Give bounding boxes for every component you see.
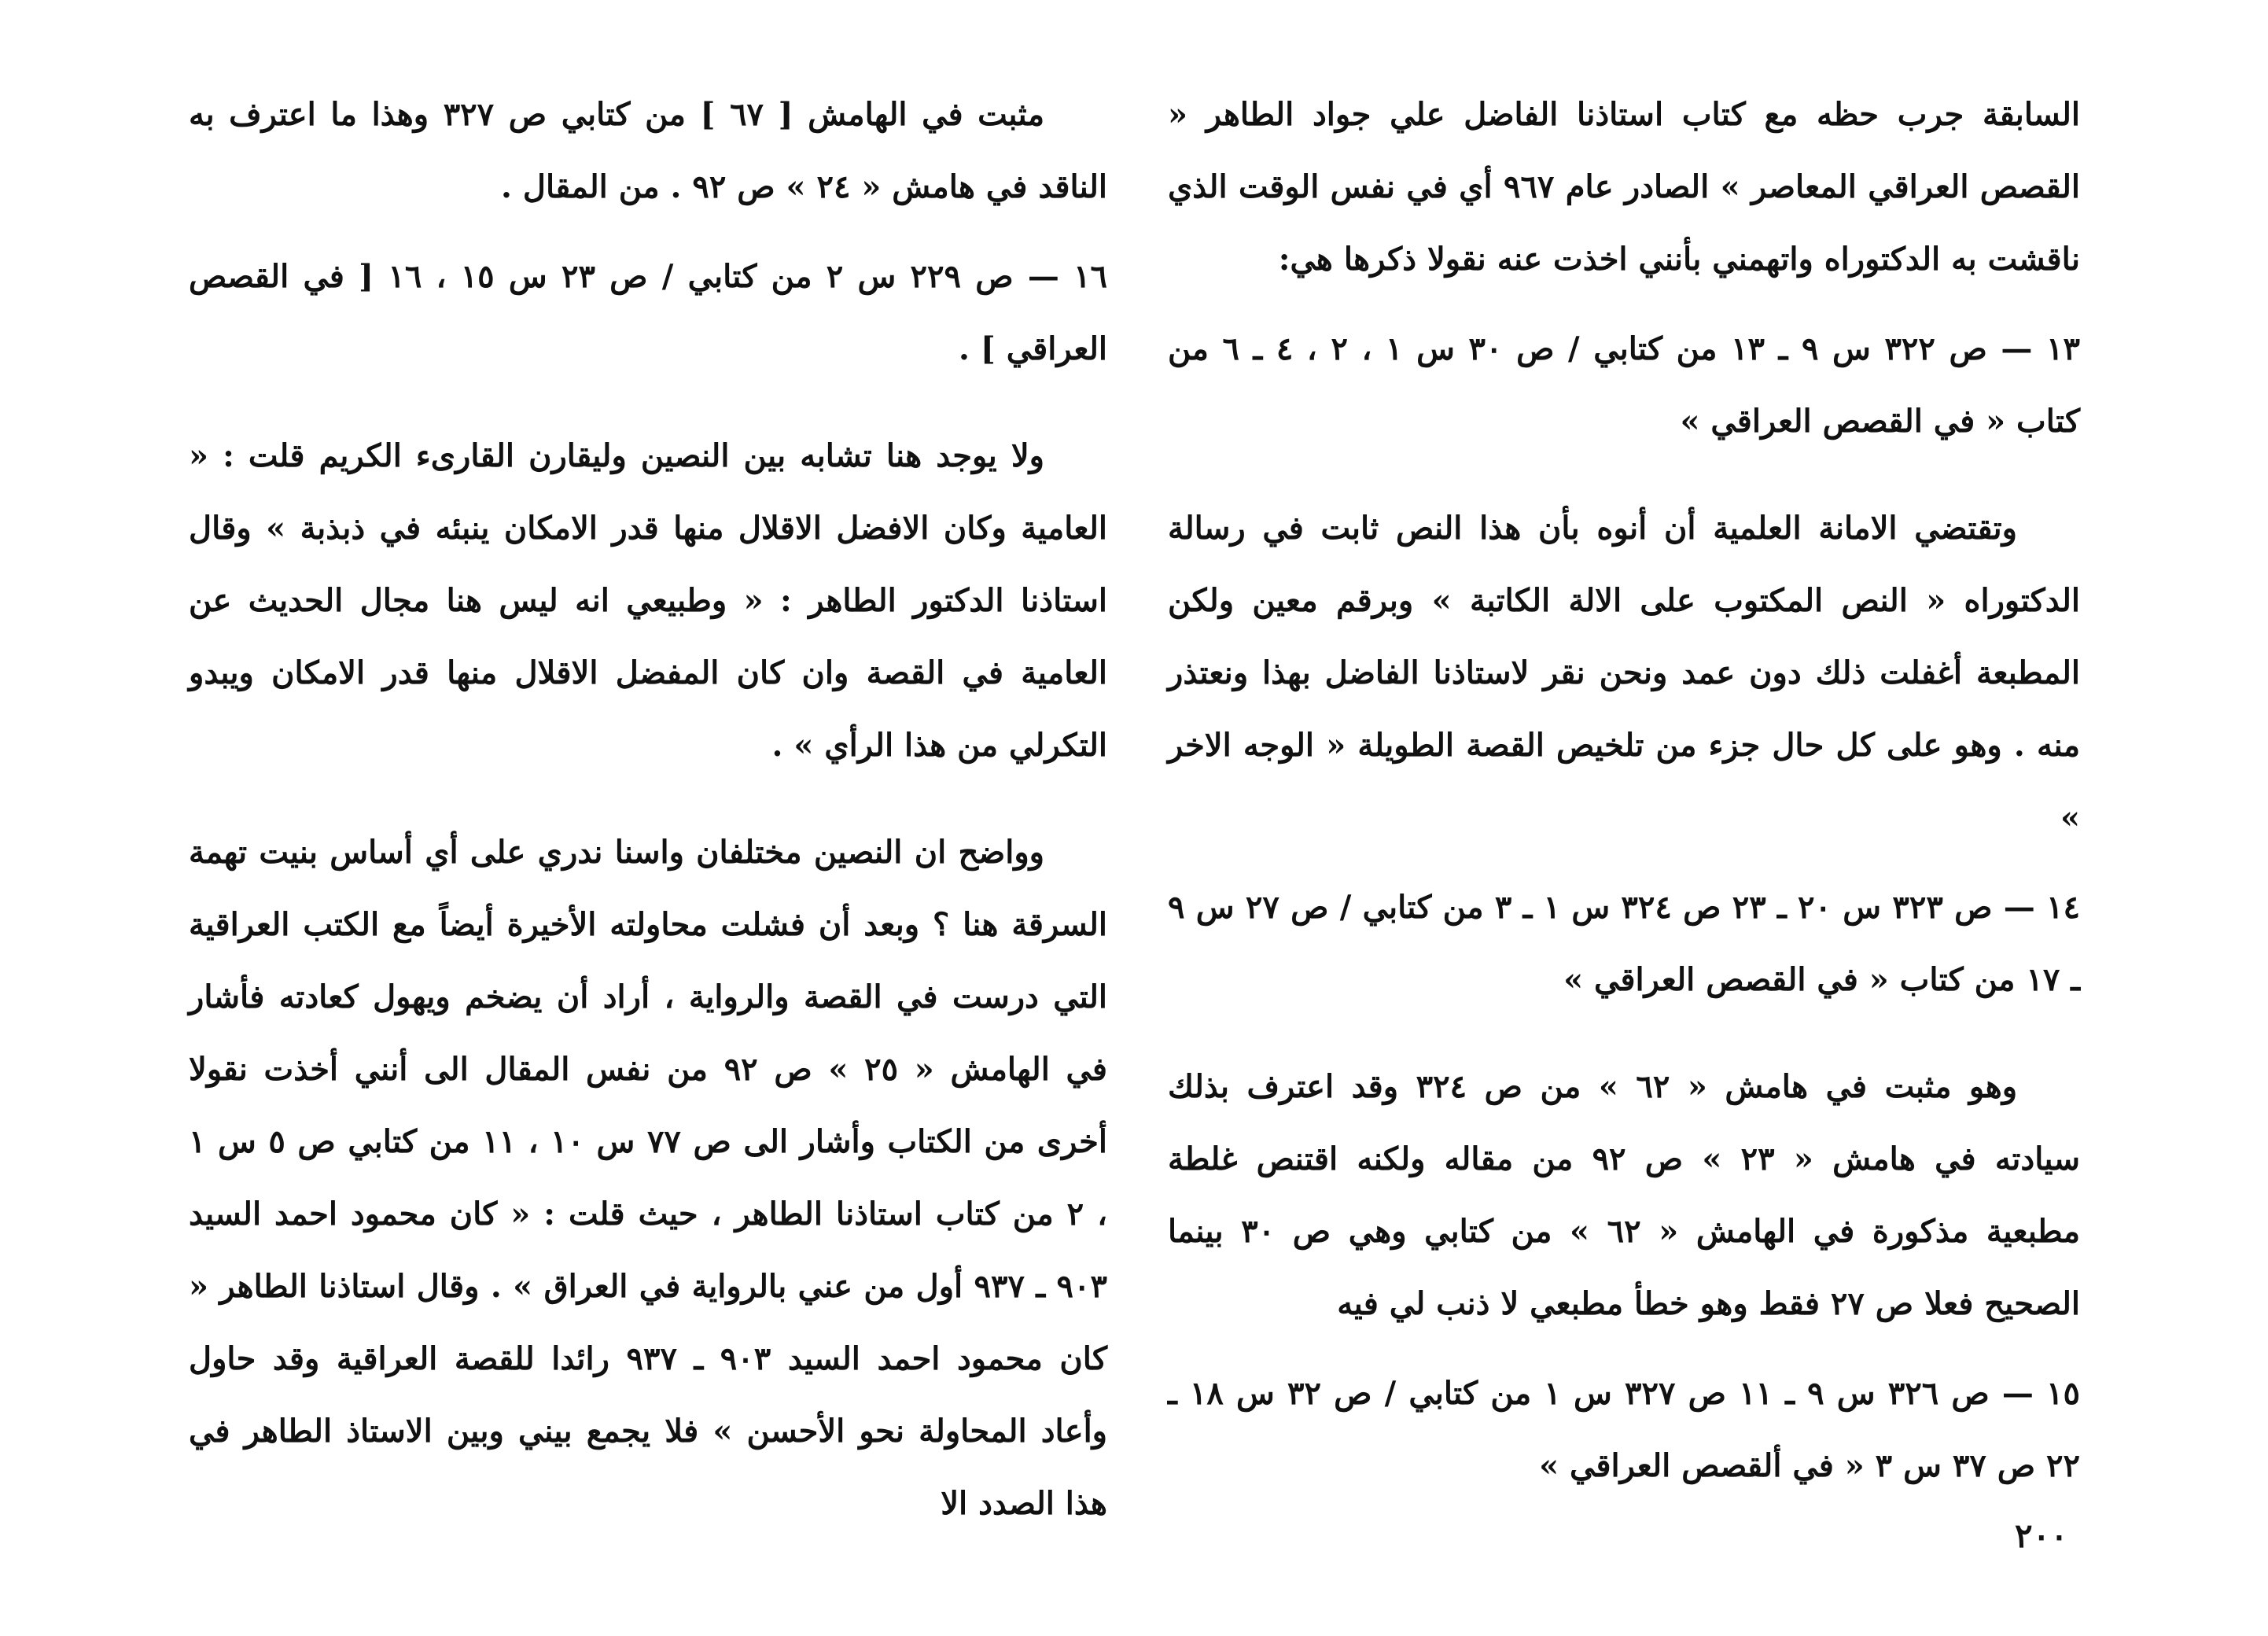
right-column bbox=[1168, 79, 2080, 1520]
paragraph: مثبت في الهامش [ ٦٧ ] من كتابي ص ٣٢٧ وهذا ما اعترف به الناقد في هامش « ٢٤ » ص ٩٢ . من المقال . bbox=[189, 96, 1107, 205]
page-number: ٢٠٠ bbox=[2015, 1516, 2068, 1555]
paragraph: السابقة جرب حظه مع كتاب استاذنا الفاضل علي جواد الطاهر « القصص العراقي المعاصر » الصادر عام ٩٦٧ أي في نفس الوقت الذي ناقشت به الدكتوراه واتهمني بأنني اخذت عنه نقولا ذكرها هي: bbox=[1168, 96, 2081, 278]
paragraph: ولا يوجد هنا تشابه بين النصين وليقارن القارىء الكريم قلت : « العامية وكان الافضل الاقلال منها قدر الامكان ينبئه في ذبذبة » وقال استاذنا الدكتور الطاهر : « وطبيعي انه ليس هنا مجال الحديث عن العامية في القصة وان كان المفضل الاقلال منها قدر الامكان ويبدو التكرلي من هذا الرأي » . bbox=[189, 437, 1107, 764]
left-column bbox=[189, 79, 1107, 1557]
citation-paragraph: ١٣ — ص ٣٢٢ س ٩ ـ ١٣ من كتابي / ص ٣٠ س ١ ، ٢ ، ٤ ـ ٦ من كتاب « في القصص العراقي » bbox=[1168, 330, 2080, 440]
paragraph: وواضح ان النصين مختلفان واسنا ندري على أي أساس بنيت تهمة السرقة هنا ؟ وبعد أن فشلت محاولته الأخيرة أيضاً مع الكتب العراقية التي درست في القصة والرواية ، أراد أن يضخم ويهول كعادته فأشار في الهامش « ٢٥ » ص ٩٢ من نفس المقال الى أنني أخذت نقولا أخرى من الكتاب وأشار الى ص ٧٧ س ١٠ ، ١١ من كتابي ص ٥ س ١ ، ٢ من كتاب استاذنا الطاهر ، حيث قلت : « كان محمود احمد السيد ٩٠٣ ـ ٩٣٧ أول من عني بالرواية في العراق » . وقال استاذنا الطاهر « كان محمود احمد السيد ٩٠٣ ـ ٩٣٧ رائدا للقصة العراقية وقد حاول وأعاد المحاولة نحو الأحسن » فلا يجمع بيني وبين الاستاذ الطاهر في هذا الصدد الا bbox=[189, 834, 1108, 1522]
citation-paragraph: ١٤ — ص ٣٢٣ س ٢٠ ـ ٢٣ ص ٣٢٤ س ١ ـ ٣ من كتابي / ص ٢٧ س ٩ ـ ١٧ من كتاب « في القصص العراقي » bbox=[1168, 889, 2080, 998]
paragraph: وتقتضي الامانة العلمية أن أنوه بأن هذا النص ثابت في رسالة الدكتوراه « النص المكتوب على الالة الكاتبة » وبرقم معين ولكن المطبعة أغفلت ذلك دون عمد ونحن نقر لاستاذنا الفاضل بهذا ونعتذر منه . وهو على كل حال جزء من تلخيص القصة الطويلة « الوجه الاخر » bbox=[1168, 510, 2080, 836]
citation-paragraph: ١٥ — ص ٣٢٦ س ٩ ـ ١١ ص ٣٢٧ س ١ من كتابي / ص ٣٢ س ١٨ ـ ٢٢ ص ٣٧ س ٣ « في ألقصص العراقي » bbox=[1168, 1375, 2080, 1484]
paragraph: وهو مثبت في هامش « ٦٢ » من ص ٣٢٤ وقد اعترف بذلك سيادته في هامش « ٢٣ » ص ٩٢ من مقاله ولكنه اقتنص غلطة مطبعية مذكورة في الهامش « ٦٢ » من كتابي وهي ص ٣٠ بينما الصحيح فعلا ص ٢٧ فقط وهو خطأ مطبعي لا ذنب لي فيه bbox=[1168, 1068, 2081, 1322]
citation-paragraph: ١٦ — ص ٢٢٩ س ٢ من كتابي / ص ٢٣ س ١٥ ، ١٦ [ في القصص العراقي ] . bbox=[189, 258, 1108, 367]
